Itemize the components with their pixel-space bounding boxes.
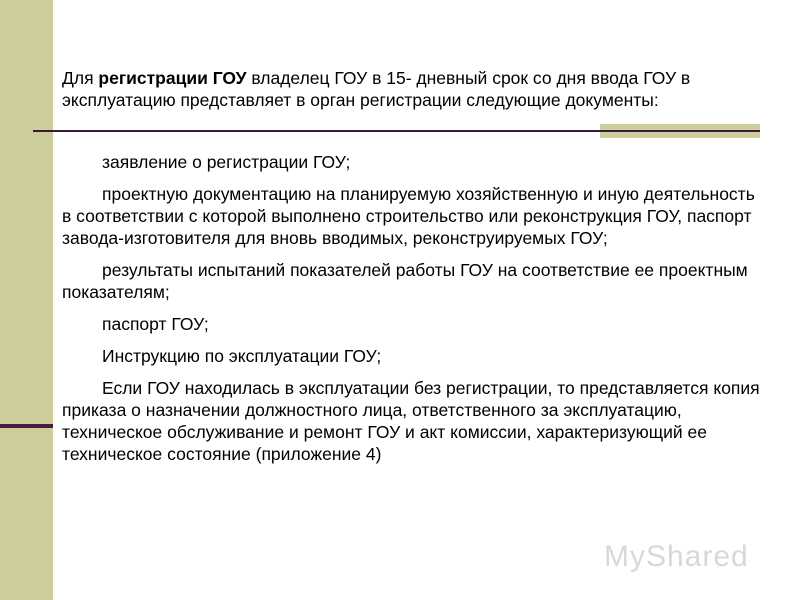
sidebar-decoration [0,0,53,600]
heading-text-rest: владелец ГОУ в 15- дневный срок со дня ввода ГОУ в эксплуатацию представляет в орган регистрации следующие документы: [62,68,691,110]
slide-heading [62,67,772,111]
document-list [62,151,762,475]
list-item: проектную документацию на планируемую хозяйственную и иную деятельность в соответствии с которой выполнено строительство или реконструкция ГОУ, паспорт завода-изготовителя для вновь вводимых, реконструируемых ГОУ; [62,184,755,248]
list-item: заявление о регистрации ГОУ; [102,152,351,172]
watermark-logo: MyShared [604,540,749,573]
heading-bold-term: регистрации ГОУ [98,68,247,88]
list-item: Инструкцию по эксплуатации ГОУ; [102,346,382,366]
list-item: Если ГОУ находилась в эксплуатации без регистрации, то представляется копия приказа о назначении должностного лица, ответственного за эксплуатацию, техническое обслуживание и ремонт ГОУ и акт комиссии, характеризующий ее техническое состояние (приложение 4) [62,378,760,464]
heading-text-start: Для [62,68,99,88]
list-item: паспорт ГОУ; [102,314,209,334]
list-item: результаты испытаний показателей работы ГОУ на соответствие ее проектным показателям; [62,260,748,302]
sidebar-accent-mark [0,424,53,428]
divider-line-accent [600,130,760,132]
